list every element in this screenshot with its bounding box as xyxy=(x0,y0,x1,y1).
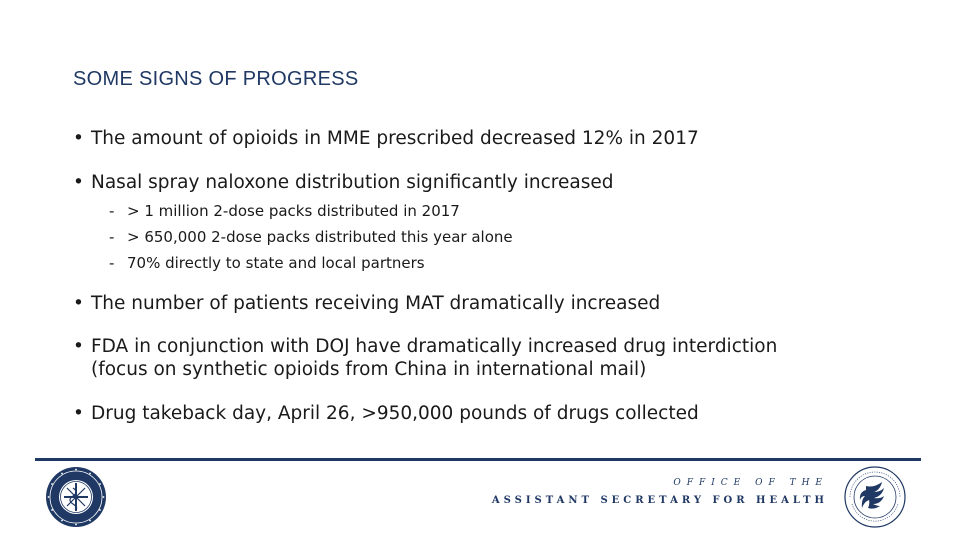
bullet-marker: • xyxy=(73,172,84,193)
bullet-marker: • xyxy=(73,128,84,149)
bullet-text: The amount of opioids in MME prescribed decreased 12% in 2017 xyxy=(91,128,699,149)
bullet-mat xyxy=(73,292,831,315)
bullet-text: The number of patients receiving MAT dramatically increased xyxy=(91,293,661,314)
office-of-the-label: OFFICE OF THE xyxy=(673,478,828,488)
slide-title: SOME SIGNS OF PROGRESS xyxy=(73,68,359,90)
sub-bullet-70-percent xyxy=(109,250,425,276)
bullet-marker: • xyxy=(73,336,84,357)
bullet-text: Nasal spray naloxone distribution significantly increased xyxy=(91,172,614,193)
bullet-marker: • xyxy=(73,293,84,314)
bullet-text: FDA in conjunction with DOJ have dramatically increased drug interdiction (focus on synthetic opioids from China in international mail) xyxy=(91,336,778,380)
sub-bullet-text: > 650,000 2-dose packs distributed this year alone xyxy=(127,228,513,246)
sub-bullet-marker: - xyxy=(109,254,115,272)
bullet-marker: • xyxy=(73,403,84,424)
sub-bullet-marker: - xyxy=(109,202,115,220)
bullet-mme xyxy=(73,127,831,150)
sub-bullet-marker: - xyxy=(109,228,115,246)
bullet-takeback xyxy=(73,402,831,425)
bullet-fda-doj xyxy=(73,335,831,381)
sub-bullet-text: 70% directly to state and local partners xyxy=(127,254,425,272)
phs-seal-icon xyxy=(45,466,107,528)
bullet-text: Drug takeback day, April 26, >950,000 pounds of drugs collected xyxy=(91,403,699,424)
hhs-eagle-seal-icon xyxy=(844,466,906,528)
sub-bullet-1-million xyxy=(109,198,460,224)
assistant-secretary-label: ASSISTANT SECRETARY FOR HEALTH xyxy=(491,495,828,506)
sub-bullet-650k xyxy=(109,224,513,250)
footer-rule xyxy=(35,458,921,461)
bullet-naloxone xyxy=(73,171,831,194)
sub-bullet-text: > 1 million 2-dose packs distributed in 2017 xyxy=(127,202,460,220)
